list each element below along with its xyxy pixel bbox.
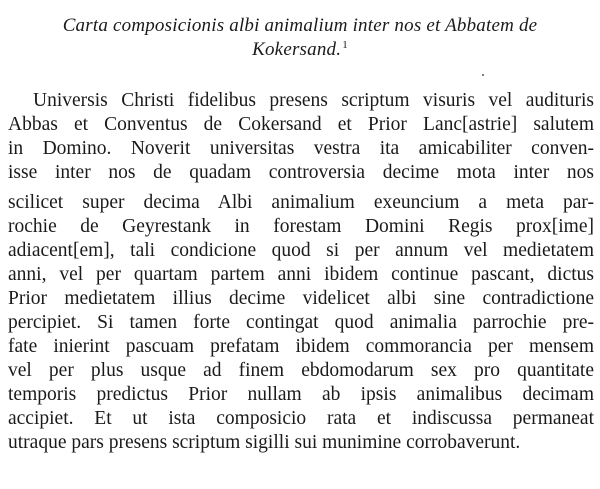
body-line-14: accipiet. Et ut ista composicio rata et indiscussa permaneat <box>8 408 594 429</box>
body-line-4: isse inter nos de quadam controversia decime mota inter nos <box>8 162 594 183</box>
body-line-11: fate inierint pascuam prefatam ibidem commorancia per mensem <box>8 336 594 357</box>
charter-title-line-1: Carta composicionis albi animalium inter nos et Abbatem de <box>62 15 538 36</box>
body-line-1: Universis Christi fidelibus presens scriptum visuris vel audituris <box>33 90 594 111</box>
body-line-10: percipiet. Si tamen forte contingat quod animalia parrochie pre- <box>8 312 594 333</box>
charter-title-line-2-text: Kokersand. <box>252 39 342 60</box>
body-line-12: vel per plus usque ad finem ebdomodarum sex pro quantitate <box>8 360 594 381</box>
body-line-2: Abbas et Conventus de Cokersand et Prior Lanc[astrie] salutem <box>8 114 594 135</box>
charter-title <box>0 14 600 62</box>
body-line-5: scilicet super decima Albi animalium exeuncium a meta par- <box>8 192 594 213</box>
footnote-marker: 1 <box>342 38 348 51</box>
body-line-6: rochie de Geyrestank in forestam Domini Regis prox[ime] <box>8 216 594 237</box>
body-line-8: anni, vel per quartam partem anni ibidem continue pascant, dictus <box>8 264 594 285</box>
body-line-3: in Domino. Noverit universitas vestra ita amicabiliter conven- <box>8 138 594 159</box>
body-line-13: temporis predictus Prior nullam ab ipsis animalibus decimam <box>8 384 594 405</box>
body-line-15: utraque pars presens scriptum sigilli sui munimine corrobaverunt. <box>8 432 521 453</box>
body-line-9: Prior medietatem illius decime videlicet albi sine contradictione <box>8 288 594 309</box>
body-line-7: adiacent[em], tali condicione quod si per annum vel medietatem <box>8 240 594 261</box>
print-speck <box>482 74 484 76</box>
charter-title-line-2 <box>0 38 600 62</box>
